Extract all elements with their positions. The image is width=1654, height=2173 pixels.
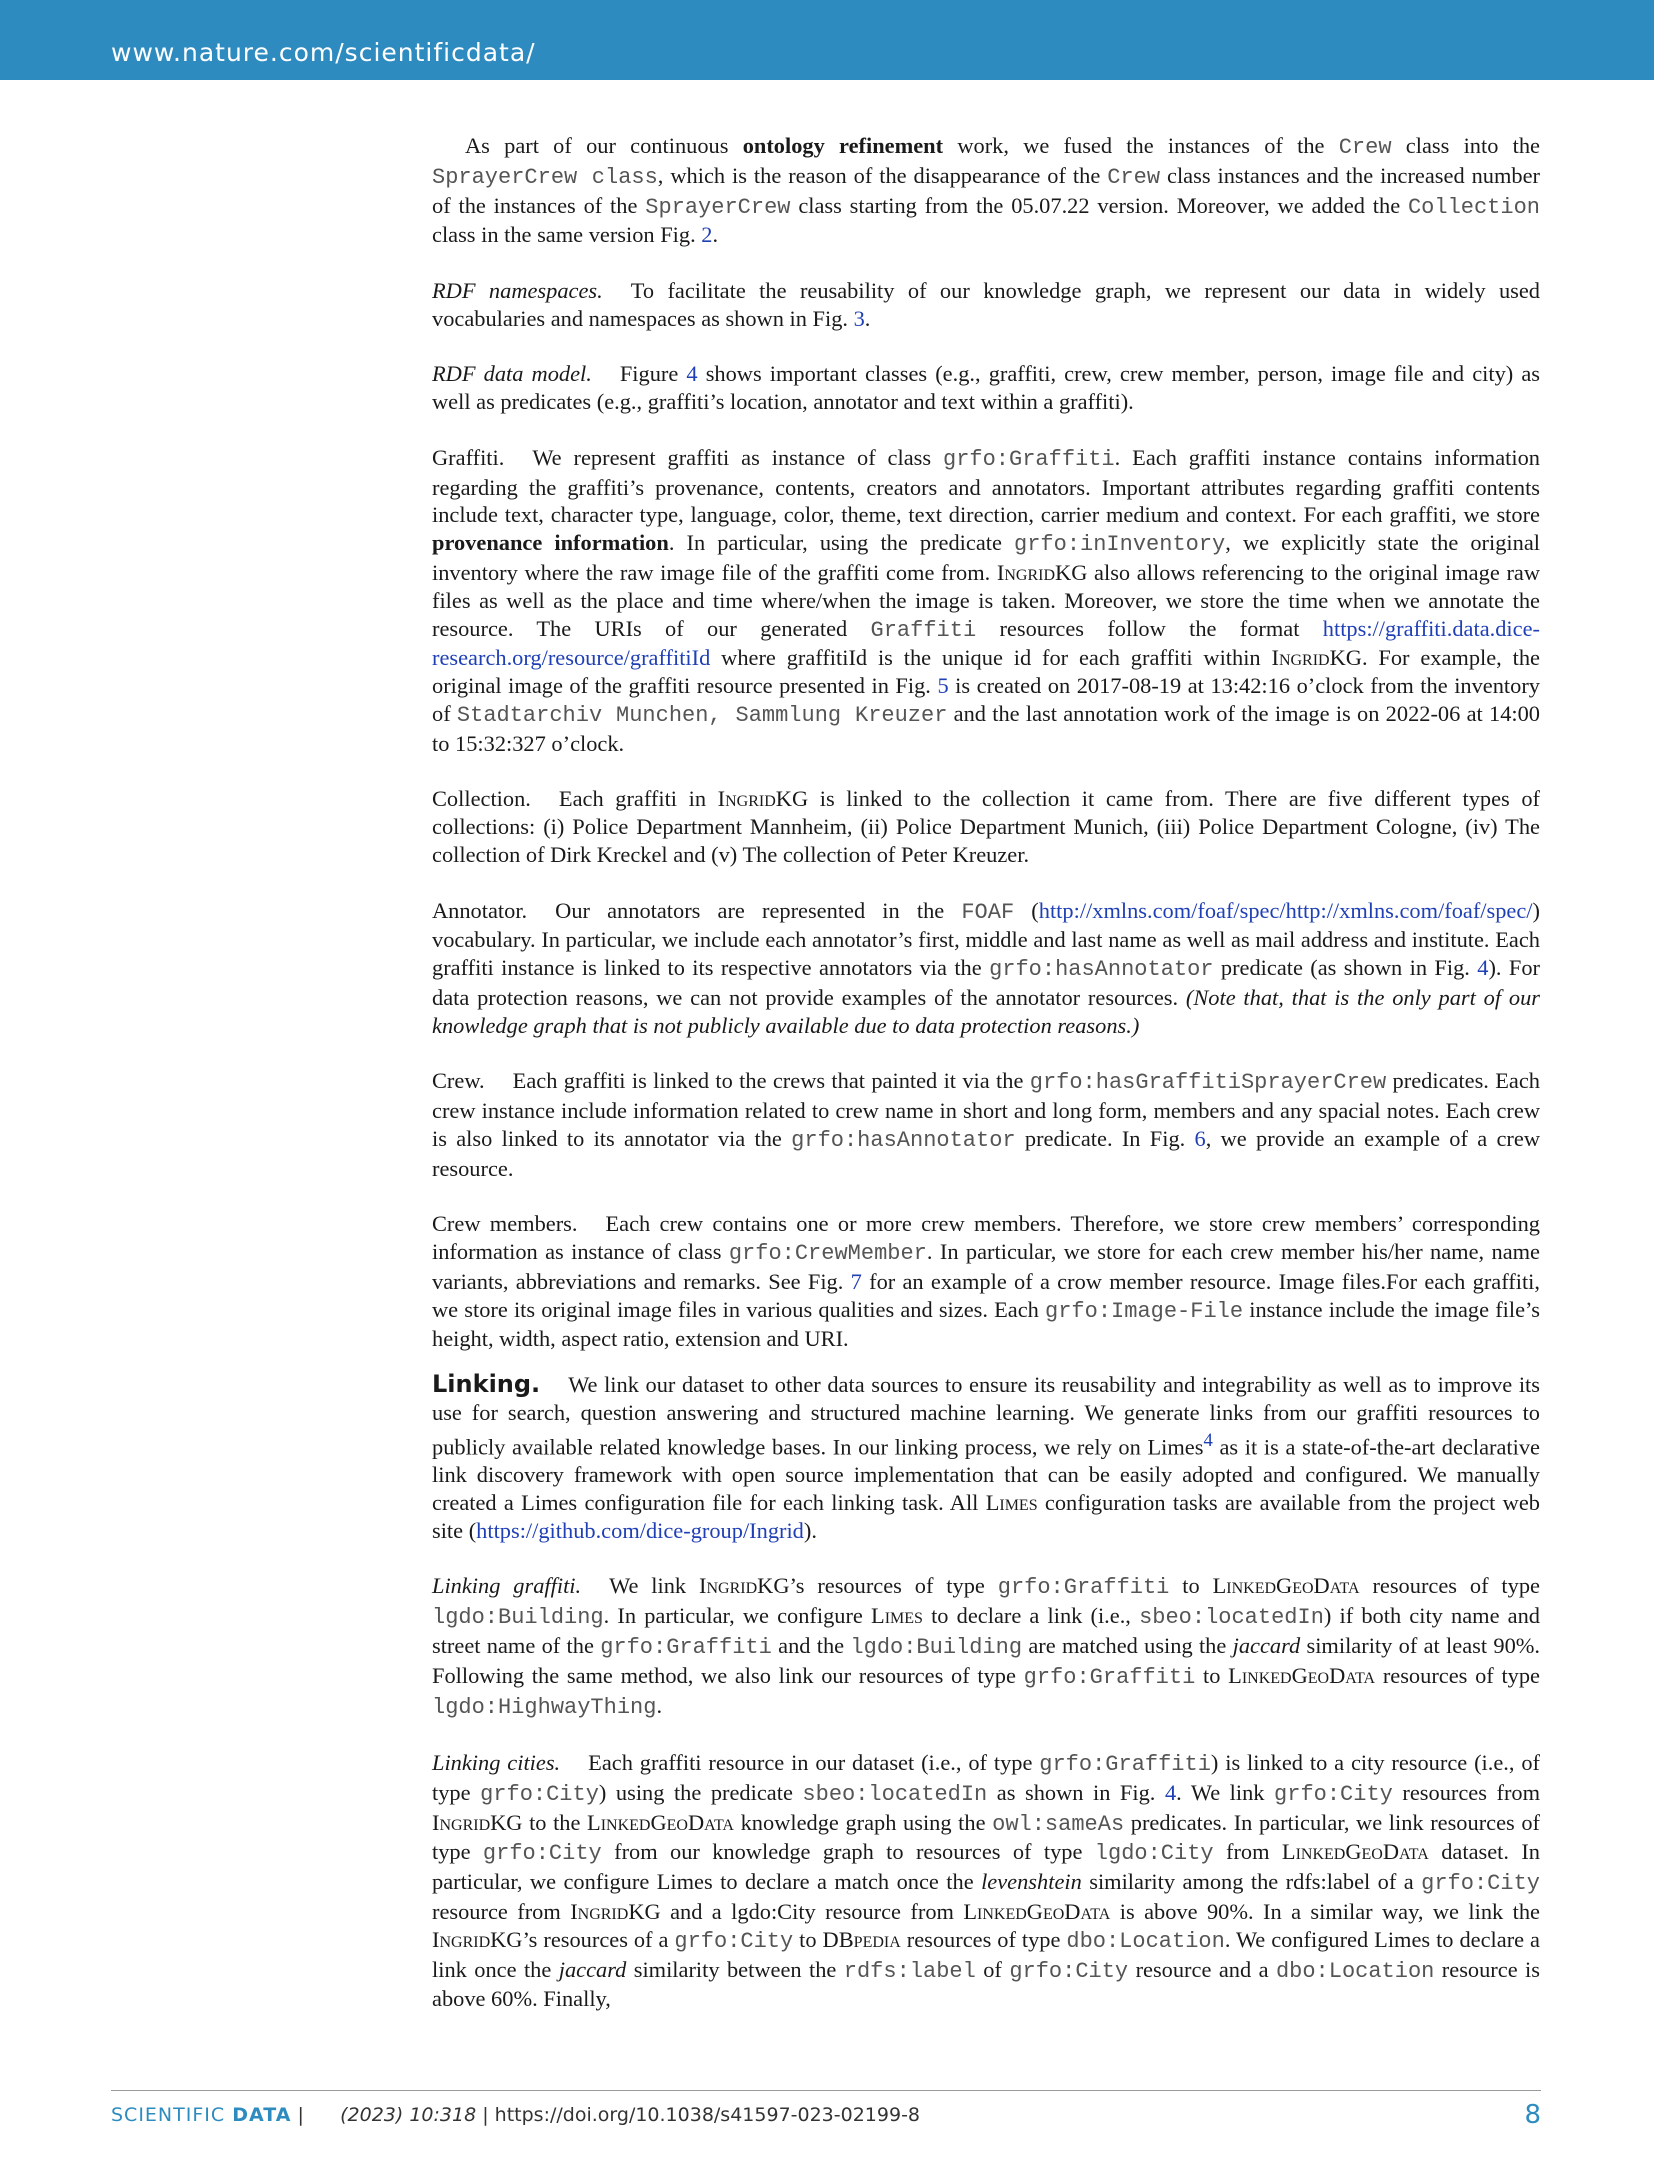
subheading: Graffiti. xyxy=(432,444,505,470)
subheading: Collection. xyxy=(432,786,531,812)
citation-ref[interactable]: 4 xyxy=(1203,1429,1213,1451)
figure-ref-link[interactable]: 4 xyxy=(1164,1779,1177,1805)
subheading: Annotator. xyxy=(432,897,528,923)
page-footer: SCIENTIFIC DATA | (2023) 10:318 | https://doi.org/10.1038/s41597-023-02199-8 8 xyxy=(111,2100,1541,2130)
footer-doi[interactable]: | https://doi.org/10.1038/s41597-023-02199-8 xyxy=(476,2104,921,2126)
subheading: Crew members. xyxy=(432,1211,578,1237)
paragraph-graffiti: Graffiti. We represent graffiti as instance of class grfo:Graffiti. Each graffiti instance contains information regarding the graffiti’s provenance, contents, creators and annotators. Important attributes regarding graffiti contents include text, character type, language, color, theme, text direction, carrier medium and context. For each graffiti, we store provenance information. In particular, using the predicate grfo:inInventory, we explicitly state the original inventory where the raw image file of the graffiti come from. IngridKG also allows referencing to the original image raw files as well as the place and time where/when the image is taken. Moreover, we store the time when we annotate the resource. The URIs of our generated Graffiti resources follow the format https://graffiti.data.dice-research.org/resource/graffitiId where graffitiId is the unique id for each graffiti within IngridKG. For example, the original image of the graffiti resource presented in Fig. 5 is created on 2017-08-19 at 13:42:16 o’clock from the inventory of Stadtarchiv Munchen, Sammlung Kreuzer and the last annotation work of the image is on 2022-06 at 14:00 to 15:32:327 o’clock. xyxy=(432,444,1541,756)
foaf-spec-link[interactable]: http://xmlns.com/foaf/spec/http://xmlns.com/foaf/spec/ xyxy=(1038,897,1533,923)
journal-url[interactable]: www.nature.com/scientificdata/ xyxy=(111,38,536,67)
page-number: 8 xyxy=(1524,2100,1541,2130)
paragraph-crew: Crew. Each graffiti is linked to the crews that painted it via the grfo:hasGraffitiSprayerCrew predicates. Each crew instance include information related to crew name in short and long form, members and any spacial notes. Each crew is also linked to its annotator via the grfo:hasAnnotator predicate. In Fig. 6, we provide an example of a crew resource. xyxy=(432,1068,1540,1181)
section-heading-linking: Linking. xyxy=(432,1370,541,1399)
figure-ref-link[interactable]: 4 xyxy=(686,361,698,387)
figure-ref-link[interactable]: 4 xyxy=(1477,955,1489,981)
footer-journal-name: SCIENTIFIC DATA xyxy=(111,2104,292,2126)
figure-ref-link[interactable]: 5 xyxy=(937,673,949,699)
subheading: RDF data model. xyxy=(432,361,592,387)
figure-ref-link[interactable]: 7 xyxy=(850,1268,862,1294)
paragraph-crew-members: Crew members. Each crew contains one or more crew members. Therefore, we store crew members’ corresponding information as instance of class grfo:CrewMember. In particular, we store for each crew member his/her name, name variants, abbreviations and remarks. See Fig. 7 for an example of a crow member resource. Image files.For each graffiti, we store its original image files in various qualities and sizes. Each grfo:Image-File instance include the image file’s height, width, aspect ratio, extension and URI. xyxy=(432,1211,1540,1352)
journal-header-bar xyxy=(0,0,1654,80)
figure-ref-link[interactable]: 6 xyxy=(1194,1125,1206,1151)
footer-divider xyxy=(111,2090,1541,2091)
paragraph-rdf-namespaces: RDF namespaces. To facilitate the reusability of our knowledge graph, we represent our data in widely used vocabularies and namespaces as shown in Fig. 3. xyxy=(432,277,1540,331)
github-project-link[interactable]: https://github.com/dice-group/Ingrid xyxy=(476,1517,804,1543)
subheading: Crew. xyxy=(432,1068,485,1094)
paragraph-annotator: Annotator. Our annotators are represented in the FOAF (http://xmlns.com/foaf/spec/http://xmlns.com/foaf/spec/) vocabulary. In particular, we include each annotator’s first, middle and last name as well as mail address and institute. Each graffiti instance is linked to its respective annotators via the grfo:hasAnnotator predicate (as shown in Fig. 4). For data protection reasons, we can not provide examples of the annotator resources. (Note that, that is the only part of our knowledge graph that is not publicly available due to data protection reasons.) xyxy=(432,897,1540,1038)
subheading: RDF namespaces. xyxy=(432,277,603,303)
subheading: Linking cities. xyxy=(432,1750,561,1776)
footer-citation: (2023) 10:318 xyxy=(340,2104,477,2126)
paragraph-linking-graffiti: Linking graffiti. We link IngridKG’s resources of type grfo:Graffiti to LinkedGeoData resources of type lgdo:Building. In particular, we configure Limes to declare a link (i.e., sbeo:locatedIn) if both city name and street name of the grfo:Graffiti and the lgdo:Building are matched using the jaccard similarity of at least 90%. Following the same method, we also link our resources of type grfo:Graffiti to LinkedGeoData resources of type lgdo:HighwayThing. xyxy=(432,1573,1541,1720)
paragraph-ontology-refinement: As part of our continuous ontology refinement work, we fused the instances of the Crew class into the SprayerCrew class, which is the reason of the disappearance of the Crew class instances and the increased number of the instances of the SprayerCrew class starting from the 05.07.22 version. Moreover, we added the Collection class in the same version Fig. 2. xyxy=(432,133,1540,248)
article-body xyxy=(432,132,1540,2041)
subheading: Linking graffiti. xyxy=(432,1573,582,1599)
paragraph-collection: Collection. Each graffiti in IngridKG is linked to the collection it came from. There are five different types of collections: (i) Police Department Mannheim, (ii) Police Department Munich, (iii) Police Department Cologne, (iv) The collection of Dirk Kreckel and (v) The collection of Peter Kreuzer. xyxy=(432,786,1541,867)
paragraph-linking-cities: Linking cities. Each graffiti resource in our dataset (i.e., of type grfo:Graffiti) is linked to a city resource (i.e., of type grfo:City) using the predicate sbeo:locatedIn as shown in Fig. 4. We link grfo:City resources from IngridKG to the LinkedGeoData knowledge graph using the owl:sameAs predicates. In particular, we link resources of type grfo:City from our knowledge graph to resources of type lgdo:City from LinkedGeoData dataset. In particular, we configure Limes to declare a match once the levenshtein similarity among the rdfs:label of a grfo:City resource from IngridKG and a lgdo:City resource from LinkedGeoData is above 90%. In a similar way, we link the IngridKG’s resources of a grfo:City to DBpedia resources of type dbo:Location. We configured Limes to declare a link once the jaccard similarity between the rdfs:label of grfo:City resource and a dbo:Location resource is above 60%. Finally, xyxy=(432,1750,1541,2012)
figure-ref-link[interactable]: 3 xyxy=(853,305,865,331)
figure-ref-link[interactable]: 2 xyxy=(701,222,713,248)
paragraph-rdf-data-model: RDF data model. Figure 4 shows important classes (e.g., graffiti, crew, crew member, person, image file and city) as well as predicates (e.g., graffiti’s location, annotator and text within a graffiti). xyxy=(432,361,1540,415)
paragraph-linking: Linking. We link our dataset to other data sources to ensure its reusability and integrability as well as to improve its use for search, question answering and structured machine learning. We generate links from our graffiti resources to publicly available related knowledge bases. In our linking process, we rely on Limes$^4$ as it is a state-of-the-art declarative link discovery framework with open source implementation that can be easily adopted and configured. We manually created a Limes configuration file for each linking task. All Limes configuration tasks are available from the project web site (https://github.com/dice-group/Ingrid). xyxy=(432,1370,1540,1543)
resource-uri-link[interactable]: https://graffiti.data.dice-research.org/resource/graffitiId xyxy=(432,615,1540,671)
